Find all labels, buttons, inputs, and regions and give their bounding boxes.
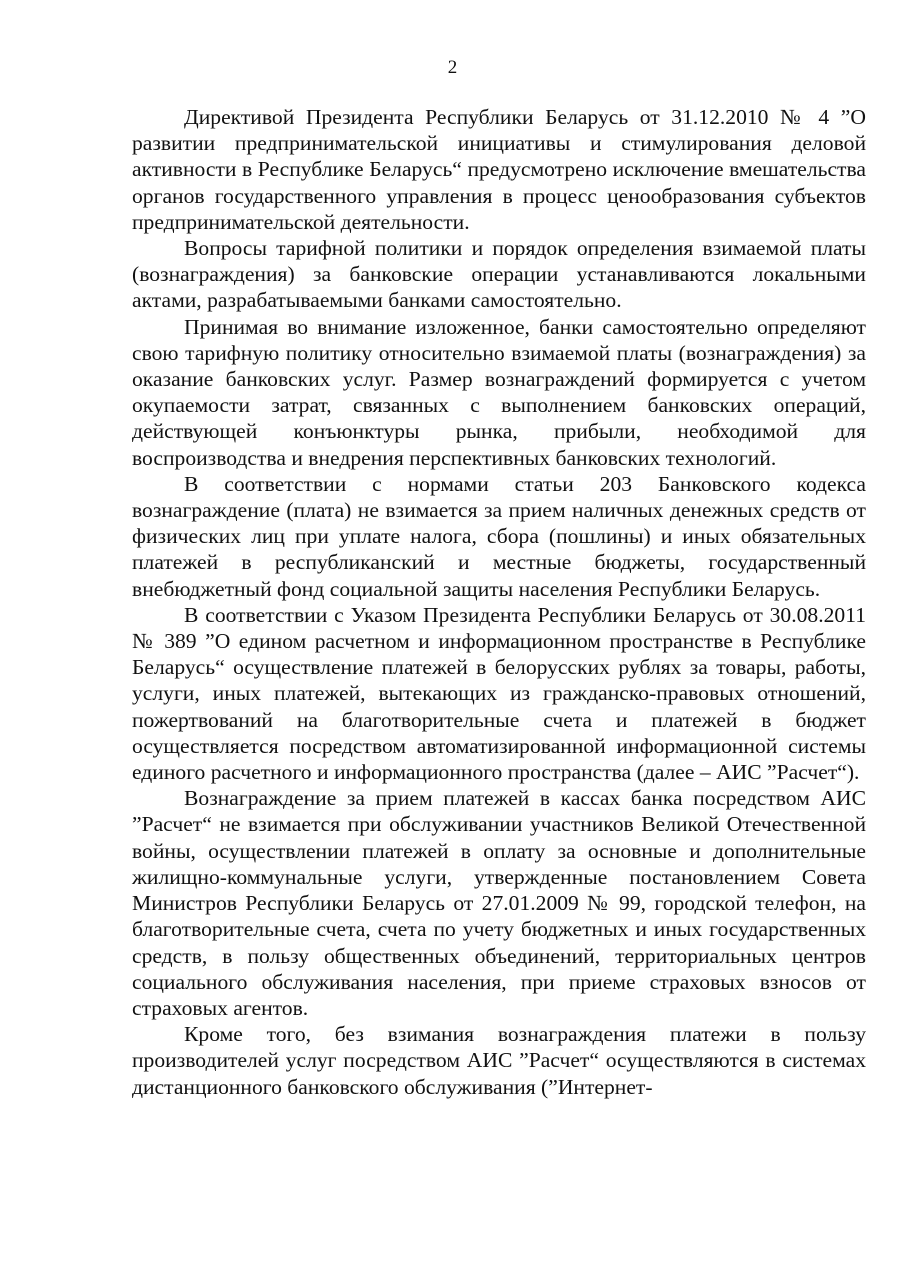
paragraph-tariff-policy: Вопросы тарифной политики и порядок определения взимаемой платы (вознаграждения) за банковские операции устанавливаются локальными актами, разрабатываемыми банками самостоятельно.: [132, 236, 866, 313]
paragraph-fee-exemptions: Вознаграждение за прием платежей в кассах банка посредством АИС ”Расчет“ не взимается при обслуживании участников Великой Отечественной войны, осуществлении платежей в оплату за основные и дополнительные жилищно-коммунальные услуги, утвержденные постановлением Совета Министров Республики Беларусь от 27.01.2009 № 99, городской телефон, на благотворительные счета, счета по учету бюджетных и иных государственных средств, в пользу общественных объединений, территориальных центров социального обслуживания населения, при приеме страховых взносов от страховых агентов.: [132, 786, 866, 1020]
paragraph-remote-banking: Кроме того, без взимания вознаграждения платежи в пользу производителей услуг посредством АИС ”Расчет“ осуществляются в системах дистанционного банковского обслуживания (”Интернет-: [132, 1022, 866, 1099]
paragraph-decree-389: В соответствии с Указом Президента Республики Беларусь от 30.08.2011 № 389 ”О едином расчетном и информационном пространстве в Республике Беларусь“ осуществление платежей в белорусских рублях за товары, работы, услуги, иных платежей, вытекающих из гражданско-правовых отношений, пожертвований на благотворительные счета и платежей в бюджет осуществляется посредством автоматизированной информационной системы единого расчетного и информационного пространства (далее – АИС ”Расчет“).: [132, 602, 866, 785]
paragraph-banking-code: В соответствии с нормами статьи 203 Банковского кодекса вознаграждение (плата) не взимается за прием наличных денежных средств от физических лиц при уплате налога, сбора (пошлины) и иных обязательных платежей в республиканский и местные бюджеты, государственный внебюджетный фонд социальной защиты населения Республики Беларусь.: [132, 471, 866, 601]
paragraph-banks-pricing: Принимая во внимание изложенное, банки самостоятельно определяют свою тарифную политику относительно взимаемой платы (вознаграждения) за оказание банковских услуг. Размер вознаграждений формируется с учетом окупаемости затрат, связанных с выполнением банковских операций, действующей конъюнктуры рынка, прибыли, необходимой для воспроизводства и внедрения перспективных банковских технологий.: [132, 314, 866, 470]
page-number: 2: [447, 57, 458, 78]
paragraph-directive: Директивой Президента Республики Беларусь от 31.12.2010 № 4 ”О развитии предпринимательской инициативы и стимулирования деловой активности в Республике Беларусь“ предусмотрено исключение вмешательства органов государственного управления в процесс ценообразования субъектов предпринимательской деятельности.: [132, 105, 866, 234]
document-body: [132, 104, 866, 1100]
